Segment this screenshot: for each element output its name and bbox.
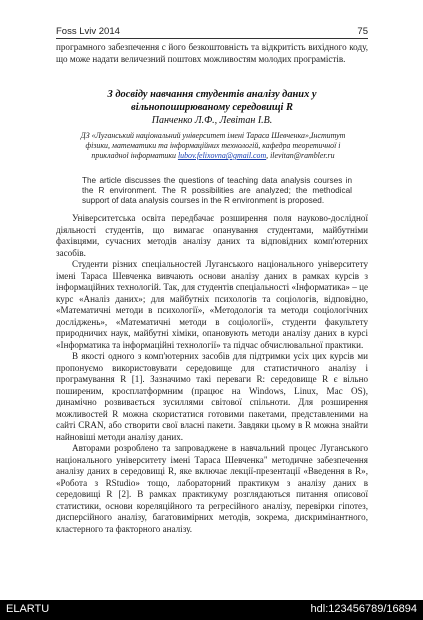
header-page-number: 75 <box>357 26 368 37</box>
intro-text <box>56 42 368 65</box>
body-paragraph: Студенти різних спеціальностей Луганського національного університету імені Тараса Шевченка вивчають основи аналізу даних в рамках курсів з інформаційних технологій. Так, для студентів спеціальності «Інформатика» – це курс «Аналіз даних»; для майбутніх психологів та соціологів, відповідно, «Математичні методи в психології», «Методологія та методи соціологічних досліджень», «Математичні методи в соціології», студенти факультету природничих наук, майбутні хіміки, опановують методи аналізу даних в курсі «Інформатика та інформаційні технології» та підчас обчислювальної практики. <box>56 259 368 350</box>
running-header <box>56 26 368 39</box>
affiliation-line3-text: прикладної інформатики <box>91 151 176 160</box>
abstract: The article discusses the questions of teaching data analysis courses in the R environment. The R possibilities are analyzed; the methodical support of data analysis courses in the R environment is proposed. <box>82 176 352 206</box>
article-title-line1: З досвіду навчання студентів аналізу даних у <box>107 89 317 100</box>
affiliation-line3 <box>60 151 366 161</box>
email-second: , ilevitan@rambler.ru <box>266 151 335 160</box>
email-link[interactable]: lubov.felixovna@gmail.com <box>177 151 267 160</box>
body-paragraph: Авторами розроблено та запроваджене в навчальний процес Луганського національного університету імені Тараса Шевченка" методичне забезпечення аналізу даних в середовищі R, яке включає лекції-презентації «Введення в R», «Робота з RStudio» тощо, лабораторний практикум з аналізу даних в середовищі R [2]. В рамках практикуму розглядаються питання описової статистики, основи кореляційного та регресійного аналізу, перевірки гіпотез, дисперсійного аналізу, багатовимірних методів, зокрема, дискримінантного, кластерного та факторного аналізу. <box>56 443 368 534</box>
repository-footer <box>0 600 423 620</box>
intro-paragraph: програмного забезпечення с його безкоштовність та відкритість вихідного коду, що може надати величезний поштовх можливостям молодих програмістів. <box>56 42 368 64</box>
footer-handle: hdl:123456789/16894 <box>310 603 417 615</box>
main-text <box>56 213 368 535</box>
header-conference: Foss Lviv 2014 <box>56 26 120 37</box>
body-paragraph: Університетська освіта передбачає розширення поля науково-дослідної діяльності студентів, що вимагає опанування студентами, майбутніми фахівцями, сучасних методів аналізу даних та відповідних комп'ютерних засобів. <box>56 213 368 258</box>
footer-repository-name: ELARTU <box>6 603 50 615</box>
body-paragraph: В якості одного з комп'ютерних засобів для підтримки усіх цих курсів ми пропонуємо використовувати середовище для статистичного аналізу і програмування R [1]. Зазначимо такі переваги R: середовище R є вільно поширеним, кросплатформним (працює на Windows, Linux, Mac OS), динамічно розвивається зусиллями світової спільноти. Для розширення можливостей R можна скористатися готовими пакетами, представленими на сайті CRAN, або створити свої власні пакети. Завдяки цьому в R можна знайти найновіші методи аналізу даних. <box>56 351 368 442</box>
affiliation-line2: фізики, математики та інформаційних технологій, кафедра теоретичної і <box>85 141 341 150</box>
article-affiliation <box>60 131 366 161</box>
article-authors: Панченко Л.Ф., Левітан І.В. <box>151 115 273 126</box>
article-title <box>56 89 368 114</box>
article-title-line2: вільнопоширюваному середовищі R <box>131 101 293 113</box>
affiliation-line1: ДЗ «Луганський національний університет імені Тараса Шевченка»,Інститут <box>80 131 346 140</box>
